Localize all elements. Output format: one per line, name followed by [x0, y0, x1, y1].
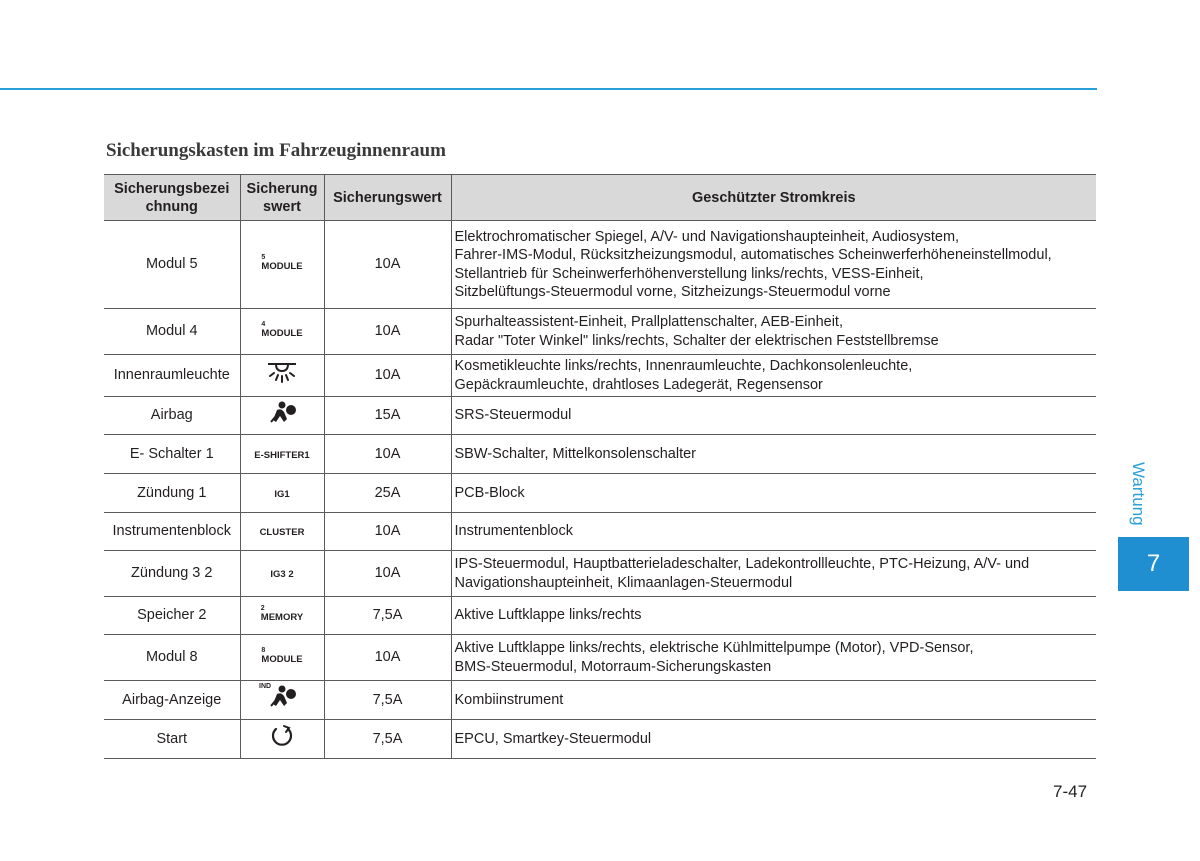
fuse-symbol: [240, 397, 324, 435]
fuse-rating: 25A: [324, 474, 451, 513]
protected-circuit: [451, 720, 1096, 759]
protected-circuit: [451, 681, 1096, 720]
section-title: Sicherungskasten im Fahrzeuginnenraum: [106, 140, 446, 161]
fuse-name: Modul 5: [104, 221, 240, 309]
fuse-name: Airbag: [104, 397, 240, 435]
protected-circuit: [451, 435, 1096, 474]
protected-circuit: [451, 474, 1096, 513]
table-row: [104, 681, 1096, 720]
fuse-symbol-label: [270, 570, 293, 580]
fuse-symbol-text: IG3 2: [270, 569, 294, 581]
fuse-symbol: [240, 221, 324, 309]
fuse-name: Zündung 1: [104, 474, 240, 513]
circuit-line: Radar "Toter Winkel" links/rechts, Schalter der elektrischen Feststellbremse: [454, 332, 939, 349]
circuit-line: Gepäckraumleuchte, drahtloses Ladegerät, Regensensor: [454, 376, 823, 393]
header-fuse-rating: Sicherungswert: [324, 175, 451, 221]
circuit-line: IPS-Steuermodul, Hauptbatterieladeschalter, Ladekontrollleuchte, PTC-Heizung, A/V- und: [454, 556, 1030, 572]
fuse-symbol-text: MODULE: [261, 654, 303, 666]
fuse-symbol: [240, 681, 324, 720]
fuse-name: Start: [104, 720, 240, 759]
fuse-rating: 10A: [324, 435, 451, 474]
airbag-icon: [267, 400, 297, 432]
fuse-rating: 10A: [324, 221, 451, 309]
fuse-symbol-label: [274, 490, 289, 500]
circuit-line: SRS-Steuermodul: [454, 407, 572, 424]
fuse-symbol-label: [261, 605, 303, 623]
airbag-indicator-icon: [259, 683, 297, 716]
fuse-table: [104, 174, 1096, 759]
fuse-rating: 7,5A: [324, 720, 451, 759]
table-row: [104, 597, 1096, 635]
protected-circuit: [451, 635, 1096, 681]
fuse-symbol-text: IG1: [274, 488, 290, 500]
fuse-symbol-text: MEMORY: [260, 612, 304, 624]
fuse-symbol-label: [260, 528, 305, 538]
top-rule: [0, 88, 1097, 90]
page-number: 7-47: [1053, 782, 1088, 801]
fuse-symbol: [240, 720, 324, 759]
fuse-name: Modul 4: [104, 309, 240, 355]
protected-circuit: [451, 397, 1096, 435]
circuit-line: Stellantrieb für Scheinwerferhöhenverstellung links/rechts, VESS-Einheit,: [454, 265, 924, 282]
fuse-name: E- Schalter 1: [104, 435, 240, 474]
circuit-line: PCB-Block: [454, 484, 525, 501]
circuit-line: Instrumentenblock: [454, 523, 573, 540]
fuse-rating: 10A: [324, 355, 451, 397]
table-header-row: [104, 175, 1096, 221]
fuse-name: Instrumentenblock: [104, 513, 240, 551]
fuse-symbol: [240, 309, 324, 355]
table-row: [104, 513, 1096, 551]
fuse-symbol-text: MODULE: [261, 261, 303, 273]
fuse-rating: 10A: [324, 513, 451, 551]
table-row: [104, 435, 1096, 474]
fuse-symbol-text: MODULE: [261, 328, 303, 340]
chapter-label: Wartung: [1129, 462, 1148, 526]
fuse-symbol: [240, 635, 324, 681]
room-lamp-icon: [264, 361, 300, 391]
protected-circuit: [451, 597, 1096, 635]
fuse-rating: 7,5A: [324, 681, 451, 720]
fuse-symbol: [240, 355, 324, 397]
fuse-symbol-number: 2: [260, 605, 265, 613]
fuse-rating: 15A: [324, 397, 451, 435]
fuse-symbol: [240, 513, 324, 551]
circuit-line: Sitzbelüftungs-Steuermodul vorne, Sitzheizungs-Steuermodul vorne: [454, 284, 891, 300]
fuse-symbol-label: [254, 451, 309, 461]
table-row: [104, 720, 1096, 759]
fuse-symbol: [240, 435, 324, 474]
table-row: [104, 474, 1096, 513]
table-row: [104, 309, 1096, 355]
fuse-name: Speicher 2: [104, 597, 240, 635]
fuse-symbol: [240, 597, 324, 635]
fuse-symbol: [240, 474, 324, 513]
fuse-symbol-number: 4: [261, 321, 266, 329]
fuse-symbol-label: [261, 647, 302, 665]
table-row: [104, 551, 1096, 597]
circuit-line: EPCU, Smartkey-Steuermodul: [454, 730, 652, 747]
protected-circuit: [451, 309, 1096, 355]
fuse-name: Innenraumleuchte: [104, 355, 240, 397]
fuse-name: Airbag-Anzeige: [104, 681, 240, 720]
fuse-symbol-label: [261, 254, 302, 272]
fuse-symbol-number: 5: [261, 254, 266, 262]
protected-circuit: [451, 551, 1096, 597]
circuit-line: Aktive Luftklappe links/rechts: [454, 607, 642, 624]
fuse-name: Modul 8: [104, 635, 240, 681]
fuse-symbol-label: [261, 321, 302, 339]
fuse-rating: 10A: [324, 309, 451, 355]
circuit-line: Kombiinstrument: [454, 691, 564, 708]
circuit-line: Fahrer-IMS-Modul, Rücksitzheizungsmodul, automatisches Scheinwerferhöheneinstellmodul,: [454, 247, 1052, 263]
protected-circuit: [451, 513, 1096, 551]
circuit-line: SBW-Schalter, Mittelkonsolenschalter: [454, 445, 697, 462]
fuse-symbol-number: 8: [261, 647, 266, 655]
circuit-line: Navigationshaupteinheit, Klimaanlagen-Steuermodul: [454, 574, 793, 591]
protected-circuit: [451, 221, 1096, 309]
circuit-line: Elektrochromatischer Spiegel, A/V- und Navigationshaupteinheit, Audiosystem,: [454, 228, 960, 245]
fuse-rating: 10A: [324, 635, 451, 681]
chapter-tab: 7: [1118, 537, 1189, 591]
fuse-rating: 7,5A: [324, 597, 451, 635]
fuse-symbol: [240, 551, 324, 597]
header-fuse-symbol: Sicherung swert: [240, 175, 324, 221]
header-fuse-name: Sicherungsbezei chnung: [104, 175, 240, 221]
fuse-name: Zündung 3 2: [104, 551, 240, 597]
table-row: [104, 355, 1096, 397]
circuit-line: Spurhalteassistent-Einheit, Prallplattenschalter, AEB-Einheit,: [454, 314, 843, 330]
header-protected-circuit: Geschützter Stromkreis: [451, 175, 1096, 221]
table-row: [104, 397, 1096, 435]
table-row: [104, 635, 1096, 681]
circuit-line: Kosmetikleuchte links/rechts, Innenraumleuchte, Dachkonsolenleuchte,: [454, 358, 913, 374]
fuse-rating: 10A: [324, 551, 451, 597]
fuse-symbol-text: CLUSTER: [259, 527, 305, 539]
table-row: [104, 221, 1096, 309]
protected-circuit: [451, 355, 1096, 397]
start-icon: [268, 723, 296, 755]
indicator-label: IND: [259, 683, 272, 691]
fuse-symbol-text: E-SHIFTER1: [254, 449, 310, 461]
circuit-line: Aktive Luftklappe links/rechts, elektrische Kühlmittelpumpe (Motor), VPD-Sensor,: [454, 640, 974, 656]
circuit-line: BMS-Steuermodul, Motorraum-Sicherungskasten: [454, 658, 772, 675]
